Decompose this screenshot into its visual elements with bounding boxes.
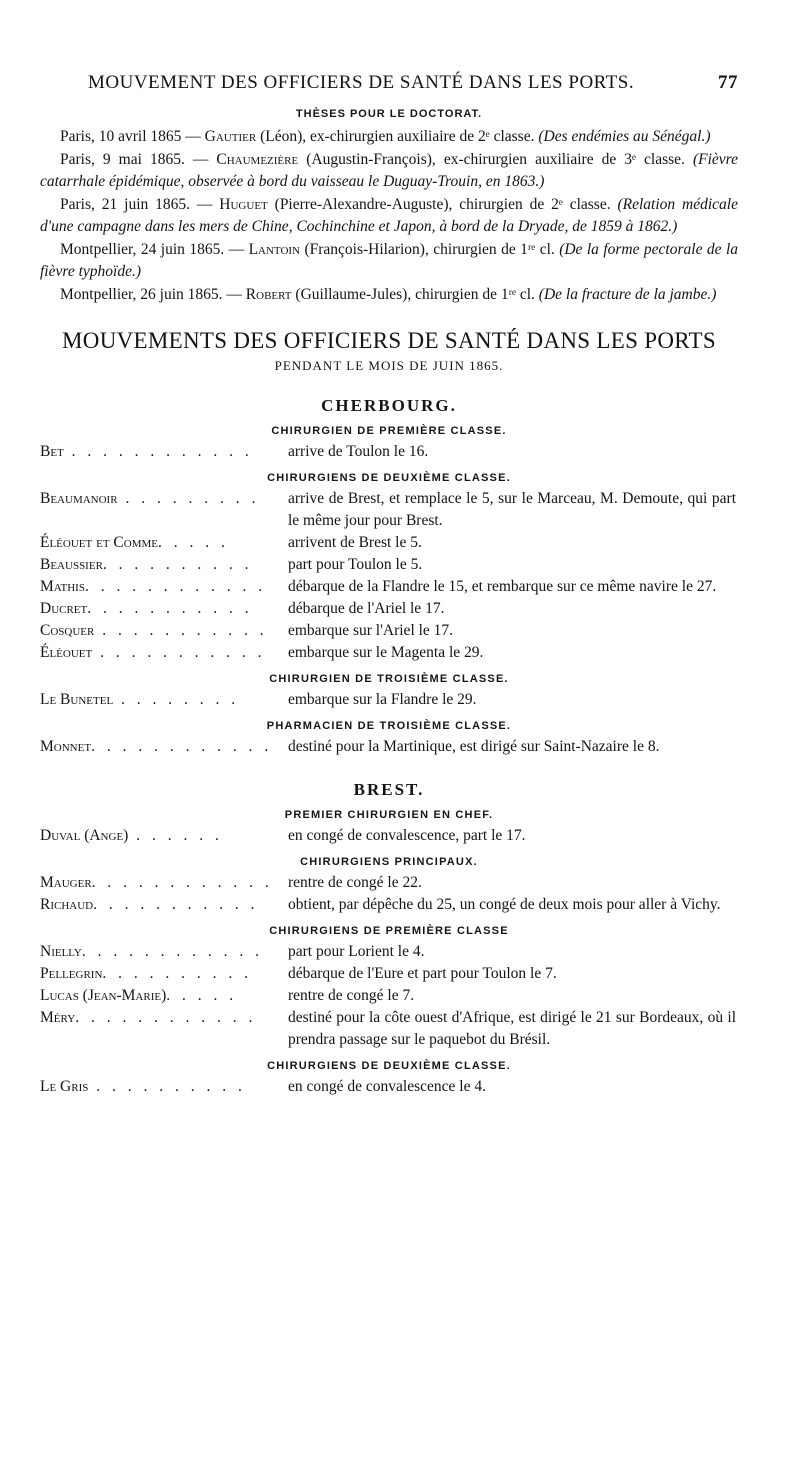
thesis-date: Paris, 9 mai 1865. — bbox=[60, 150, 217, 168]
thesis-rank: (Augustin-François), ex-chirurgien auxiliaire de 3ᵉ classe. bbox=[298, 150, 693, 168]
officer-cell bbox=[40, 689, 288, 711]
officer-name: Le Gris bbox=[40, 1078, 89, 1095]
officer-cell bbox=[40, 441, 288, 463]
movement-row bbox=[40, 620, 738, 642]
movement-description: embarque sur la Flandre le 29. bbox=[288, 691, 477, 708]
movement-description: arrive de Brest, et remplace le 5, sur le Marceau, M. Demoute, qui part le même jour pour Brest. bbox=[288, 490, 736, 529]
thesis-entry bbox=[40, 194, 738, 239]
thesis-rank: (Guillaume-Jules), chirurgien de 1ʳᵉ cl. bbox=[291, 285, 539, 303]
thesis-title: (Fièvre catarrhale épidémique, observée à bord du vaisseau le Duguay-Trouin, en 1863.) bbox=[40, 150, 738, 190]
city-heading: CHERBOURG. bbox=[321, 396, 457, 415]
thesis-rank: (François-Hilarion), chirurgien de 1ʳᵉ cl. bbox=[300, 240, 560, 258]
page-number: 77 bbox=[718, 72, 738, 93]
officer-cell bbox=[40, 598, 288, 620]
officer-name: Monnet bbox=[40, 738, 92, 755]
thesis-entry bbox=[40, 126, 738, 149]
running-head-title: MOUVEMENT DES OFFICIERS DE SANTÉ DANS LES PORTS. bbox=[88, 72, 635, 93]
rank-heading: CHIRURGIENS PRINCIPAUX. bbox=[300, 856, 478, 868]
movement-description: débarque de la Flandre le 15, et rembarque sur ce même navire le 27. bbox=[288, 578, 717, 595]
movement-description: embarque sur l'Ariel le 17. bbox=[288, 622, 454, 639]
officer-name: Bet bbox=[40, 443, 64, 460]
officer-name: Lucas (Jean-Marie) bbox=[40, 987, 167, 1004]
officer-name: Duval (Ange) bbox=[40, 827, 129, 844]
thesis-title: (Relation médicale d'une campagne dans les mers de Chine, Cochinchine et Japon, à bord de la Dryade, de 1859 à 1862.) bbox=[40, 195, 738, 235]
thesis-title: (De la forme pectorale de la fièvre typhoïde.) bbox=[40, 240, 739, 280]
leader-dots: . . . . . . . . . . bbox=[88, 1078, 246, 1095]
officer-cell bbox=[40, 488, 288, 532]
officer-cell bbox=[40, 1076, 288, 1098]
movement-row bbox=[40, 689, 738, 711]
officer-cell bbox=[40, 963, 288, 985]
thesis-entry bbox=[40, 239, 738, 284]
theses-list bbox=[40, 126, 738, 306]
officer-name: Beaussier bbox=[40, 556, 103, 573]
rank-heading: PREMIER CHIRURGIEN EN CHEF. bbox=[284, 809, 494, 821]
movement-description: rentre de congé le 22. bbox=[288, 874, 422, 891]
leader-dots: . . . . . . . . . . . . bbox=[75, 1009, 257, 1026]
movement-description: part pour Lorient le 4. bbox=[288, 943, 425, 960]
thesis-entry bbox=[40, 149, 738, 194]
officer-name: Ducret bbox=[40, 600, 88, 617]
movement-row bbox=[40, 441, 738, 463]
leader-dots: . . . . . . . . . . . . bbox=[63, 443, 253, 460]
movement-row bbox=[40, 825, 738, 847]
thesis-author: Lantoin bbox=[248, 240, 301, 258]
officer-name: Éléouet bbox=[40, 644, 93, 661]
movement-row bbox=[40, 488, 738, 532]
thesis-rank: (Pierre-Alexandre-Auguste), chirurgien de 2ᵉ classe. bbox=[267, 195, 618, 213]
officer-name: Méry bbox=[40, 1009, 76, 1026]
leader-dots: . . . . . bbox=[157, 534, 229, 551]
movement-row bbox=[40, 1076, 738, 1098]
thesis-author: Gautier bbox=[204, 128, 257, 145]
city-heading: BREST. bbox=[353, 780, 425, 799]
movement-description: destiné pour la côte ouest d'Afrique, est dirigé le 21 sur Bordeaux, où il prendra passage sur le paquebot du Brésil. bbox=[288, 1009, 736, 1048]
thesis-date: Paris, 21 juin 1865. — bbox=[60, 195, 220, 213]
officer-cell bbox=[40, 642, 288, 664]
rank-heading: CHIRURGIEN DE PREMIÈRE CLASSE. bbox=[271, 425, 507, 437]
movement-row bbox=[40, 872, 738, 894]
officer-cell bbox=[40, 894, 288, 916]
officer-cell bbox=[40, 576, 288, 598]
leader-dots: . . . . . . . . . bbox=[117, 490, 260, 507]
thesis-title: (De la fracture de la jambe.) bbox=[538, 285, 717, 303]
officer-name: Mauger bbox=[40, 874, 92, 891]
movement-description: destiné pour la Martinique, est dirigé sur Saint-Nazaire le 8. bbox=[288, 738, 660, 755]
officer-cell bbox=[40, 554, 288, 576]
officer-name: Nielly bbox=[40, 943, 82, 960]
movement-description: part pour Toulon le 5. bbox=[288, 556, 423, 573]
rank-heading: PHARMACIEN DE TROISIÈME CLASSE. bbox=[266, 720, 512, 732]
officer-cell bbox=[40, 872, 288, 894]
thesis-author: Robert bbox=[245, 285, 292, 303]
theses-heading: THÈSES POUR LE DOCTORAT. bbox=[295, 108, 483, 120]
officer-name: Le Bunetel bbox=[40, 691, 114, 708]
officer-name: Beaumanoir bbox=[40, 490, 118, 507]
movement-row bbox=[40, 736, 738, 758]
thesis-entry bbox=[40, 284, 738, 307]
movement-row bbox=[40, 894, 738, 916]
leader-dots: . . . . . . . . . . . bbox=[92, 644, 266, 661]
movement-description: débarque de l'Eure et part pour Toulon le 7. bbox=[288, 965, 557, 982]
cities-list bbox=[40, 396, 738, 1098]
movement-description: obtient, par dépêche du 25, un congé de deux mois pour aller à Vichy. bbox=[288, 896, 721, 913]
leader-dots: . . . . . . . . . . . bbox=[93, 896, 259, 913]
officer-name: Éléouet et Comme bbox=[40, 534, 158, 551]
thesis-title: (Des endémies au Sénégal.) bbox=[538, 128, 711, 145]
leader-dots: . . . . . . . . . . . . bbox=[84, 578, 267, 595]
officer-cell bbox=[40, 825, 288, 847]
officer-cell bbox=[40, 1007, 288, 1051]
movement-row bbox=[40, 554, 738, 576]
officer-cell bbox=[40, 985, 288, 1007]
thesis-author: Huguet bbox=[219, 195, 268, 213]
movement-description: rentre de congé le 7. bbox=[288, 987, 415, 1004]
officer-name: Cosquer bbox=[40, 622, 95, 639]
movement-row bbox=[40, 532, 738, 554]
movement-row bbox=[40, 642, 738, 664]
movement-description: embarque sur le Magenta le 29. bbox=[288, 644, 484, 661]
officer-name: Richaud bbox=[40, 896, 94, 913]
leader-dots: . . . . . bbox=[166, 987, 238, 1004]
rank-heading: CHIRURGIENS DE PREMIÈRE CLASSE bbox=[269, 925, 509, 937]
officer-cell bbox=[40, 620, 288, 642]
leader-dots: . . . . . . . . . . . . bbox=[91, 738, 273, 755]
officer-name: Mathis bbox=[40, 578, 85, 595]
thesis-date: Montpellier, 24 juin 1865. — bbox=[60, 240, 249, 258]
rank-heading: CHIRURGIENS DE DEUXIÈME CLASSE. bbox=[267, 1060, 511, 1072]
leader-dots: . . . . . . . . . . . bbox=[87, 600, 253, 617]
officer-cell bbox=[40, 532, 288, 554]
movement-description: en congé de convalescence, part le 17. bbox=[288, 827, 526, 844]
movement-description: débarque de l'Ariel le 17. bbox=[288, 600, 445, 617]
movement-description: arrive de Toulon le 16. bbox=[288, 443, 429, 460]
movement-row bbox=[40, 941, 738, 963]
movement-description: arrivent de Brest le 5. bbox=[288, 534, 422, 551]
leader-dots: . . . . . . . . bbox=[113, 691, 240, 708]
leader-dots: . . . . . . . . . . . . bbox=[81, 943, 263, 960]
movement-row bbox=[40, 576, 738, 598]
officer-cell bbox=[40, 736, 288, 758]
movement-row bbox=[40, 598, 738, 620]
running-head bbox=[88, 72, 738, 94]
movement-row bbox=[40, 1007, 738, 1051]
officer-name: Pellegrin bbox=[40, 965, 103, 982]
leader-dots: . . . . . . . . . . bbox=[102, 556, 253, 573]
rank-heading: CHIRURGIENS DE DEUXIÈME CLASSE. bbox=[267, 472, 511, 484]
leader-dots: . . . . . . bbox=[128, 827, 223, 844]
movements-title: MOUVEMENTS DES OFFICIERS DE SANTÉ DANS LES PORTS bbox=[62, 328, 716, 353]
movement-description: en congé de convalescence le 4. bbox=[288, 1078, 486, 1095]
leader-dots: . . . . . . . . . . . . bbox=[91, 874, 273, 891]
rank-heading: CHIRURGIEN DE TROISIÈME CLASSE. bbox=[269, 673, 509, 685]
thesis-date: Paris, 10 avril 1865 — bbox=[60, 128, 205, 145]
movement-row bbox=[40, 985, 738, 1007]
thesis-date: Montpellier, 26 juin 1865. — bbox=[60, 285, 246, 303]
thesis-rank: (Léon), ex-chirurgien auxiliaire de 2ᵉ classe. bbox=[256, 128, 539, 145]
thesis-author: Chaumezière bbox=[216, 150, 299, 168]
officer-cell bbox=[40, 941, 288, 963]
leader-dots: . . . . . . . . . . bbox=[102, 965, 253, 982]
movements-subtitle: PENDANT LE MOIS DE JUIN 1865. bbox=[274, 358, 504, 373]
leader-dots: . . . . . . . . . . . bbox=[94, 622, 268, 639]
movement-row bbox=[40, 963, 738, 985]
